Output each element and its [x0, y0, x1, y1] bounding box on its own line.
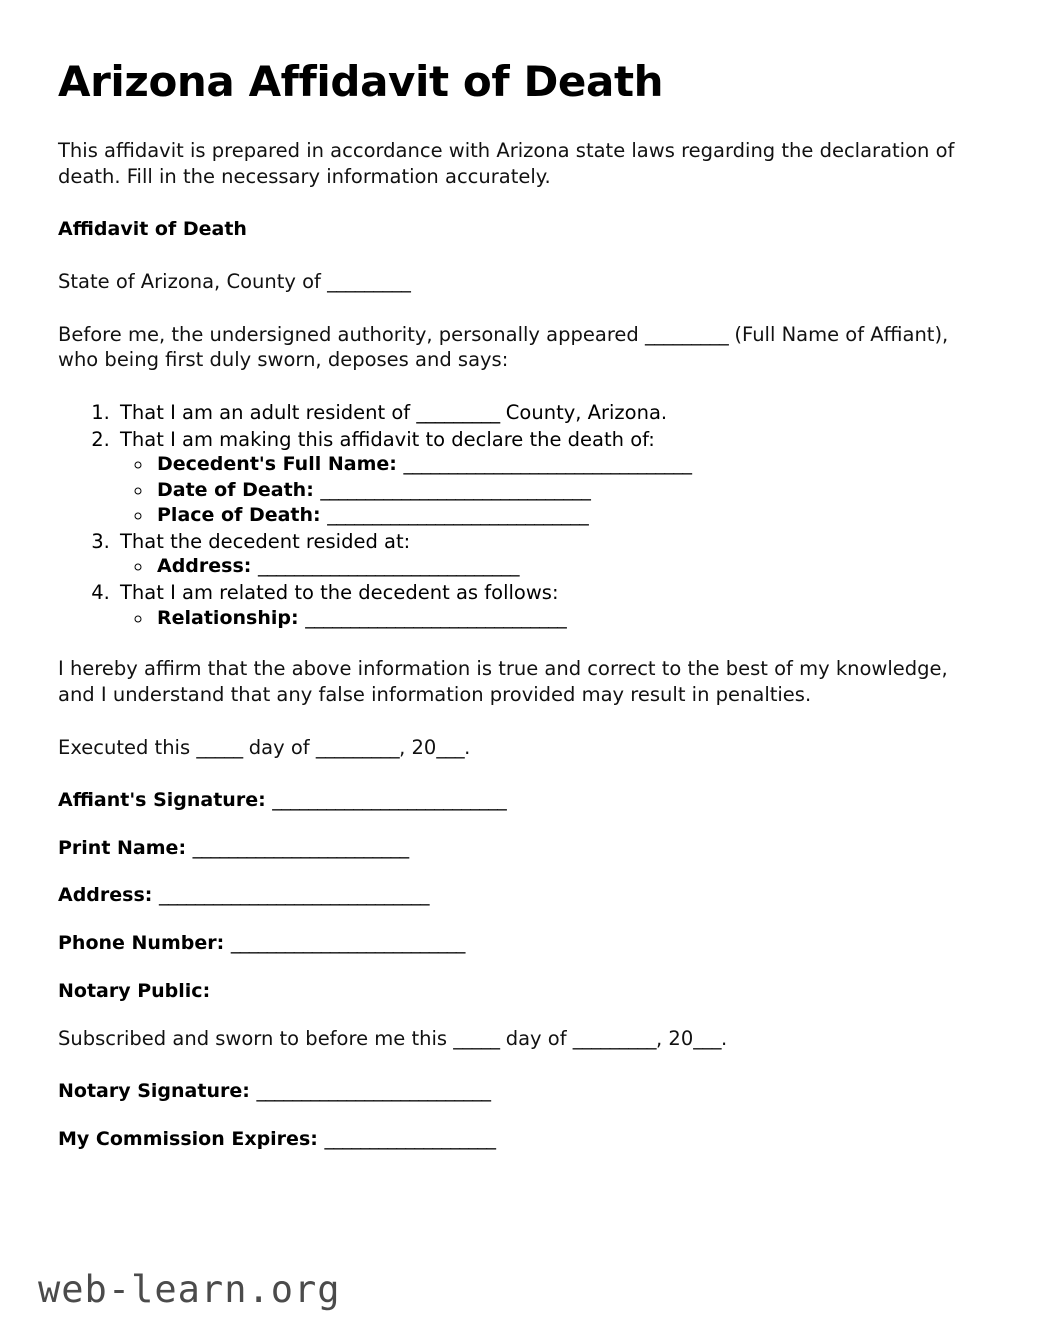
executed-year-blank: ___: [436, 736, 465, 760]
notary-sworn-line: [58, 1026, 968, 1052]
notary-signature-label: Notary Signature:: [58, 1080, 257, 1103]
claim-1-suffix: County, Arizona.: [499, 401, 668, 425]
notary-sworn-part4: .: [720, 1027, 728, 1051]
intro-paragraph: This affidavit is prepared in accordance with Arizona state laws regarding the declaration of death. Fill in the necessary information accurately.: [58, 139, 955, 189]
executed-part1: Executed this: [58, 736, 197, 760]
claim-item-3: [116, 529, 968, 579]
commission-expires-label: My Commission Expires:: [58, 1128, 325, 1151]
claim-3-prefix: That the decedent resided at:: [120, 530, 411, 554]
print-name-label: Print Name:: [58, 836, 193, 859]
appearance-suffix: (Full Name of Affiant), who being first duly sworn, deposes and says:: [58, 322, 949, 372]
phone-number-label: Phone Number:: [58, 932, 231, 955]
claim-item-2: [116, 427, 968, 528]
executed-part2: day of: [242, 736, 316, 760]
section-heading-affidavit: Affidavit of Death: [58, 217, 247, 240]
claim-item-1: [116, 400, 968, 425]
affiant-address-blank: ______________________________: [159, 884, 429, 907]
affirmation-paragraph: I hereby affirm that the above information is true and correct to the best of my knowledge, and I understand that any false information provided may result in penalties.: [58, 657, 948, 707]
state-county-prefix: State of Arizona, County of: [58, 269, 328, 293]
notary-month-blank: _________: [572, 1027, 657, 1051]
date-of-death-label: Date of Death:: [157, 478, 321, 501]
executed-month-blank: _________: [315, 736, 400, 760]
decedent-full-name-label: Decedent's Full Name:: [157, 453, 404, 476]
notary-year-blank: ___: [693, 1027, 721, 1051]
print-name-field: [58, 836, 968, 861]
place-of-death-label: Place of Death:: [157, 504, 328, 527]
executed-day-blank: _____: [196, 736, 243, 760]
phone-number-blank: __________________________: [230, 932, 465, 955]
executed-part4: .: [464, 736, 471, 760]
decedent-full-name-row: [153, 452, 968, 477]
relationship-blank: _____________________________: [305, 606, 567, 629]
affiant-address-label: Address:: [58, 884, 159, 907]
site-watermark: web-learn.org: [38, 1268, 341, 1311]
notary-sworn-part3: , 20: [656, 1027, 694, 1051]
print-name-blank: ________________________: [192, 836, 409, 859]
affiant-address-field: [58, 883, 968, 908]
decedent-address-row: [153, 554, 968, 579]
decedent-address-label: Address:: [157, 555, 258, 578]
place-of-death-blank: _____________________________: [327, 504, 589, 527]
notary-sworn-part1: Subscribed and sworn to before me this: [58, 1027, 454, 1051]
claims-list: [58, 400, 968, 630]
state-county-line: [58, 269, 968, 295]
place-of-death-row: [153, 503, 968, 528]
decedent-address-blank: _____________________________: [258, 555, 519, 578]
notary-public-heading: Notary Public:: [58, 979, 211, 1002]
appearance-prefix: Before me, the undersigned authority, personally appeared: [58, 322, 645, 346]
notary-sworn-part2: day of: [499, 1027, 573, 1051]
county-blank: _________: [327, 269, 411, 293]
claim-1-prefix: That I am an adult resident of: [120, 401, 417, 425]
date-of-death-blank: ______________________________: [320, 478, 591, 501]
executed-part3: , 20: [399, 736, 437, 760]
claim-3-subitems: [120, 554, 968, 579]
appearance-paragraph: [58, 322, 968, 374]
commission-expires-field: [58, 1127, 968, 1152]
document-content: [58, 57, 968, 1175]
date-of-death-row: [153, 478, 968, 503]
affiant-name-blank: _________: [644, 322, 729, 346]
notary-day-blank: _____: [453, 1027, 500, 1051]
claim-4-subitems: [120, 606, 968, 631]
page-title: Arizona Affidavit of Death: [58, 57, 664, 106]
decedent-full-name-blank: ________________________________: [403, 453, 692, 476]
relationship-label: Relationship:: [157, 606, 306, 629]
claim-item-4: [116, 580, 968, 630]
affiant-signature-blank: __________________________: [272, 788, 507, 811]
notary-signature-field: [58, 1079, 968, 1104]
affiant-signature-field: [58, 788, 968, 813]
notary-signature-blank: __________________________: [256, 1080, 491, 1103]
relationship-row: [153, 606, 968, 631]
claim-2-subitems: [120, 452, 968, 528]
phone-number-field: [58, 931, 968, 956]
affiant-signature-label: Affiant's Signature:: [58, 788, 273, 811]
executed-date-line: [58, 735, 968, 761]
claim-1-blank: _________: [416, 401, 500, 425]
claim-4-prefix: That I am related to the decedent as follows:: [120, 581, 559, 605]
commission-expires-blank: ___________________: [324, 1128, 496, 1151]
claim-2-prefix: That I am making this affidavit to declare the death of:: [120, 427, 655, 451]
